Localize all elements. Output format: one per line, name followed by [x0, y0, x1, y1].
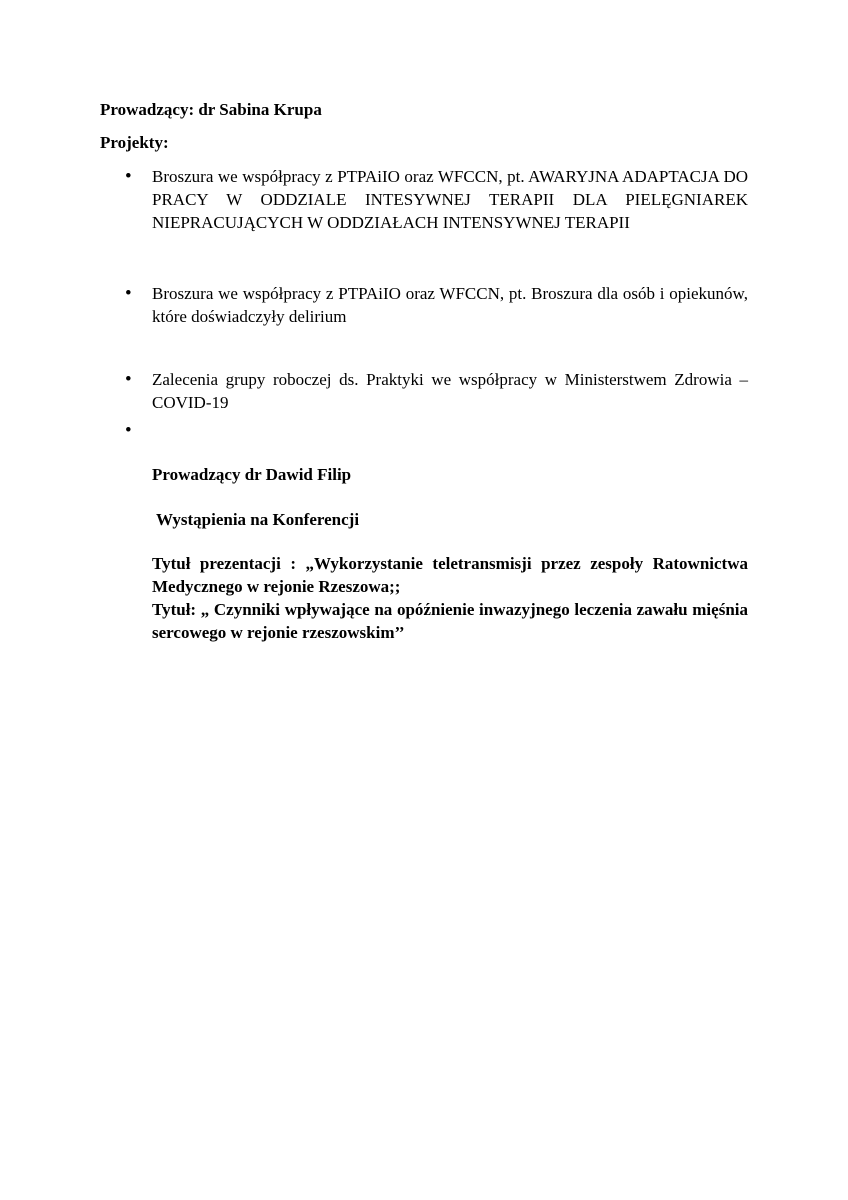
list-item: • Broszura we współpracy z PTPAiIO oraz WFCCN, pt. Broszura dla osób i opiekunów, które doświadczyły delirium — [100, 282, 748, 328]
section2 — [152, 463, 748, 644]
list-item: • Broszura we współpracy z PTPAiIO oraz WFCCN, pt. AWARYJNA ADAPTACJA DO PRACY W ODDZIALE INTESYWNEJ TERAPII DLA PIELĘGNIAREK NIEPRACUJĄCYCH W ODDZIAŁACH INTENSYWNEJ TERAPII — [100, 165, 748, 234]
presentation-title-2: Tytuł: „ Czynniki wpływające na opóźnienie inwazyjnego leczenia zawału mięśnia sercowego w rejonie rzeszowskim’’ — [152, 600, 748, 642]
list-item-empty — [100, 419, 748, 442]
section2-subheading: Wystąpienia na Konferencji — [156, 510, 360, 529]
list-item: • Zalecenia grupy roboczej ds. Praktyki we współpracy w Ministerstwem Zdrowia – COVID-19 — [100, 368, 748, 414]
section1-subheading: Projekty: — [100, 133, 169, 152]
projects-list — [100, 165, 748, 442]
section2-heading: Prowadzący dr Dawid Filip — [152, 465, 352, 484]
section1-heading: Prowadzący: dr Sabina Krupa — [100, 100, 322, 119]
presentation-title-1: Tytuł prezentacji : „Wykorzystanie teletransmisji przez zespoły Ratownictwa Medycznego w rejonie Rzeszowa;; — [152, 554, 748, 596]
